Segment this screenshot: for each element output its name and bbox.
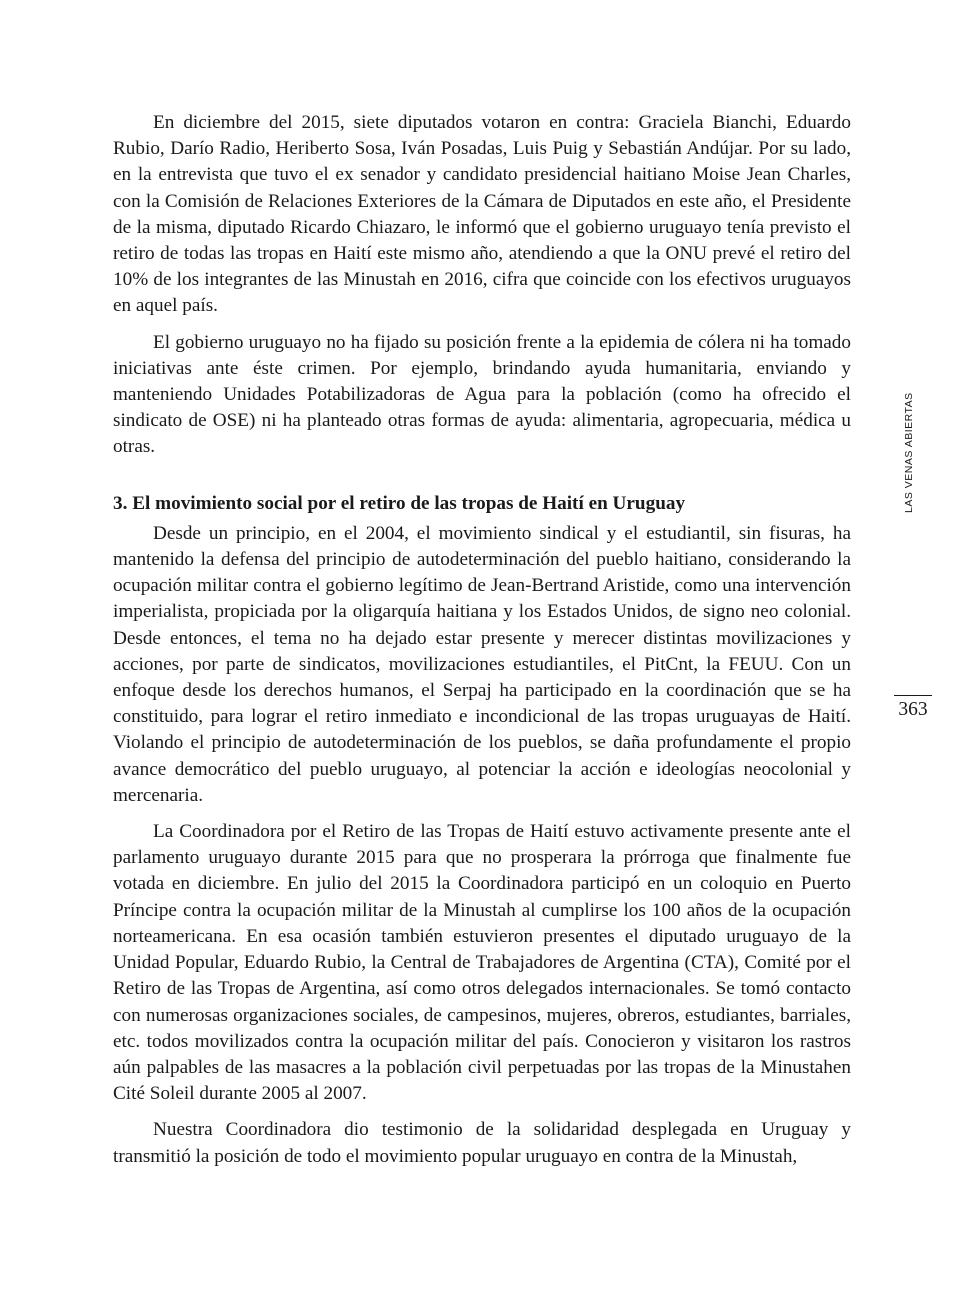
page-number-rule [894, 695, 932, 696]
page-number: 363 [898, 699, 928, 720]
section-heading: 3. El movimiento social por el retiro de las tropas de Haití en Uruguay [113, 492, 686, 514]
body-text [113, 110, 851, 1180]
paragraph-5: Nuestra Coordinadora dio testimonio de la solidaridad desplegada en Uruguay y transmitió la posición de todo el movimiento popular uruguayo en contra de la Minustah, [113, 1119, 851, 1167]
paragraph-4: La Coordinadora por el Retiro de las Tropas de Haití estuvo activamente presente ante el parlamento uruguayo durante 2015 para que no prosperara la prórroga que finalmente fue votada en diciembre. En julio del 2015 la Coordinadora participó en un coloquio en Puerto Príncipe contra la ocupación militar de la Minustah al cumplirse los 100 años de la ocupación norteamericana. En esa ocasión también estuvieron presentes el diputado uruguayo de la Unidad Popular, Eduardo Rubio, la Central de Trabajadores de Argentina (CTA), Comité por el Retiro de las Tropas de Argentina, así como otros delegados internacionales. Se tomó contacto con numerosas organizaciones sociales, de campesinos, mujeres, obreros, estudiantes, barriales, etc. todos movilizados contra la ocupación militar del país. Conocieron y visitaron los rastros aún palpables de las masacres a la población civil perpetuadas por las tropas de la Minustahen Cité Soleil durante 2005 al 2007. [113, 821, 851, 1105]
running-title: LAS VENAS ABIERTAS [903, 392, 915, 513]
paragraph-1: En diciembre del 2015, siete diputados votaron en contra: Graciela Bianchi, Eduardo Rubio, Darío Radio, Heriberto Sosa, Iván Posadas, Luis Puig y Sebastián Andújar. Por su lado, en la entrevista que tuvo el ex senador y candidato presidencial haitiano Moise Jean Charles, con la Comisión de Relaciones Exteriores de la Cámara de Diputados en este año, el Presidente de la misma, diputado Ricardo Chiazaro, le informó que el gobierno uruguayo tenía previsto el retiro de todas las tropas en Haití este mismo año, atendiendo a que la ONU prevé el retiro del 10% de los integrantes de las Minustah en 2016, cifra que coincide con los efectivos uruguayos en aquel país. [113, 112, 851, 317]
paragraph-3: Desde un principio, en el 2004, el movimiento sindical y el estudiantil, sin fisuras, ha mantenido la defensa del principio de autodeterminación del pueblo haitiano, considerando la ocupación militar contra el gobierno legítimo de Jean-Bertrand Aristide, como una intervención imperialista, propiciada por la oligarquía haitiana y los Estados Unidos, de signo neo colonial. Desde entonces, el tema no ha dejado estar presente y merecer distintas movilizaciones y acciones, por parte de sindicatos, movilizaciones estudiantiles, el PitCnt, la FEUU. Con un enfoque desde los derechos humanos, el Serpaj ha participado en la coordinación que se ha constituido, para lograr el retiro inmediato e incondicional de las tropas uruguayas de Haití. Violando el principio de autodeterminación de los pueblos, se daña profundamente el propio avance democrático del pueblo uruguayo, al potenciar la acción e ideologías neocolonial y mercenaria. [113, 522, 851, 806]
paragraph-2: El gobierno uruguayo no ha fijado su posición frente a la epidemia de cólera ni ha tomado iniciativas ante éste crimen. Por ejemplo, brindando ayuda humanitaria, enviando y manteniendo Unidades Potabilizadoras de Agua para la población (como ha ofrecido el sindicato de OSE) ni ha planteado otras formas de ayuda: alimentaria, agropecuaria, médica u otras. [113, 331, 851, 458]
